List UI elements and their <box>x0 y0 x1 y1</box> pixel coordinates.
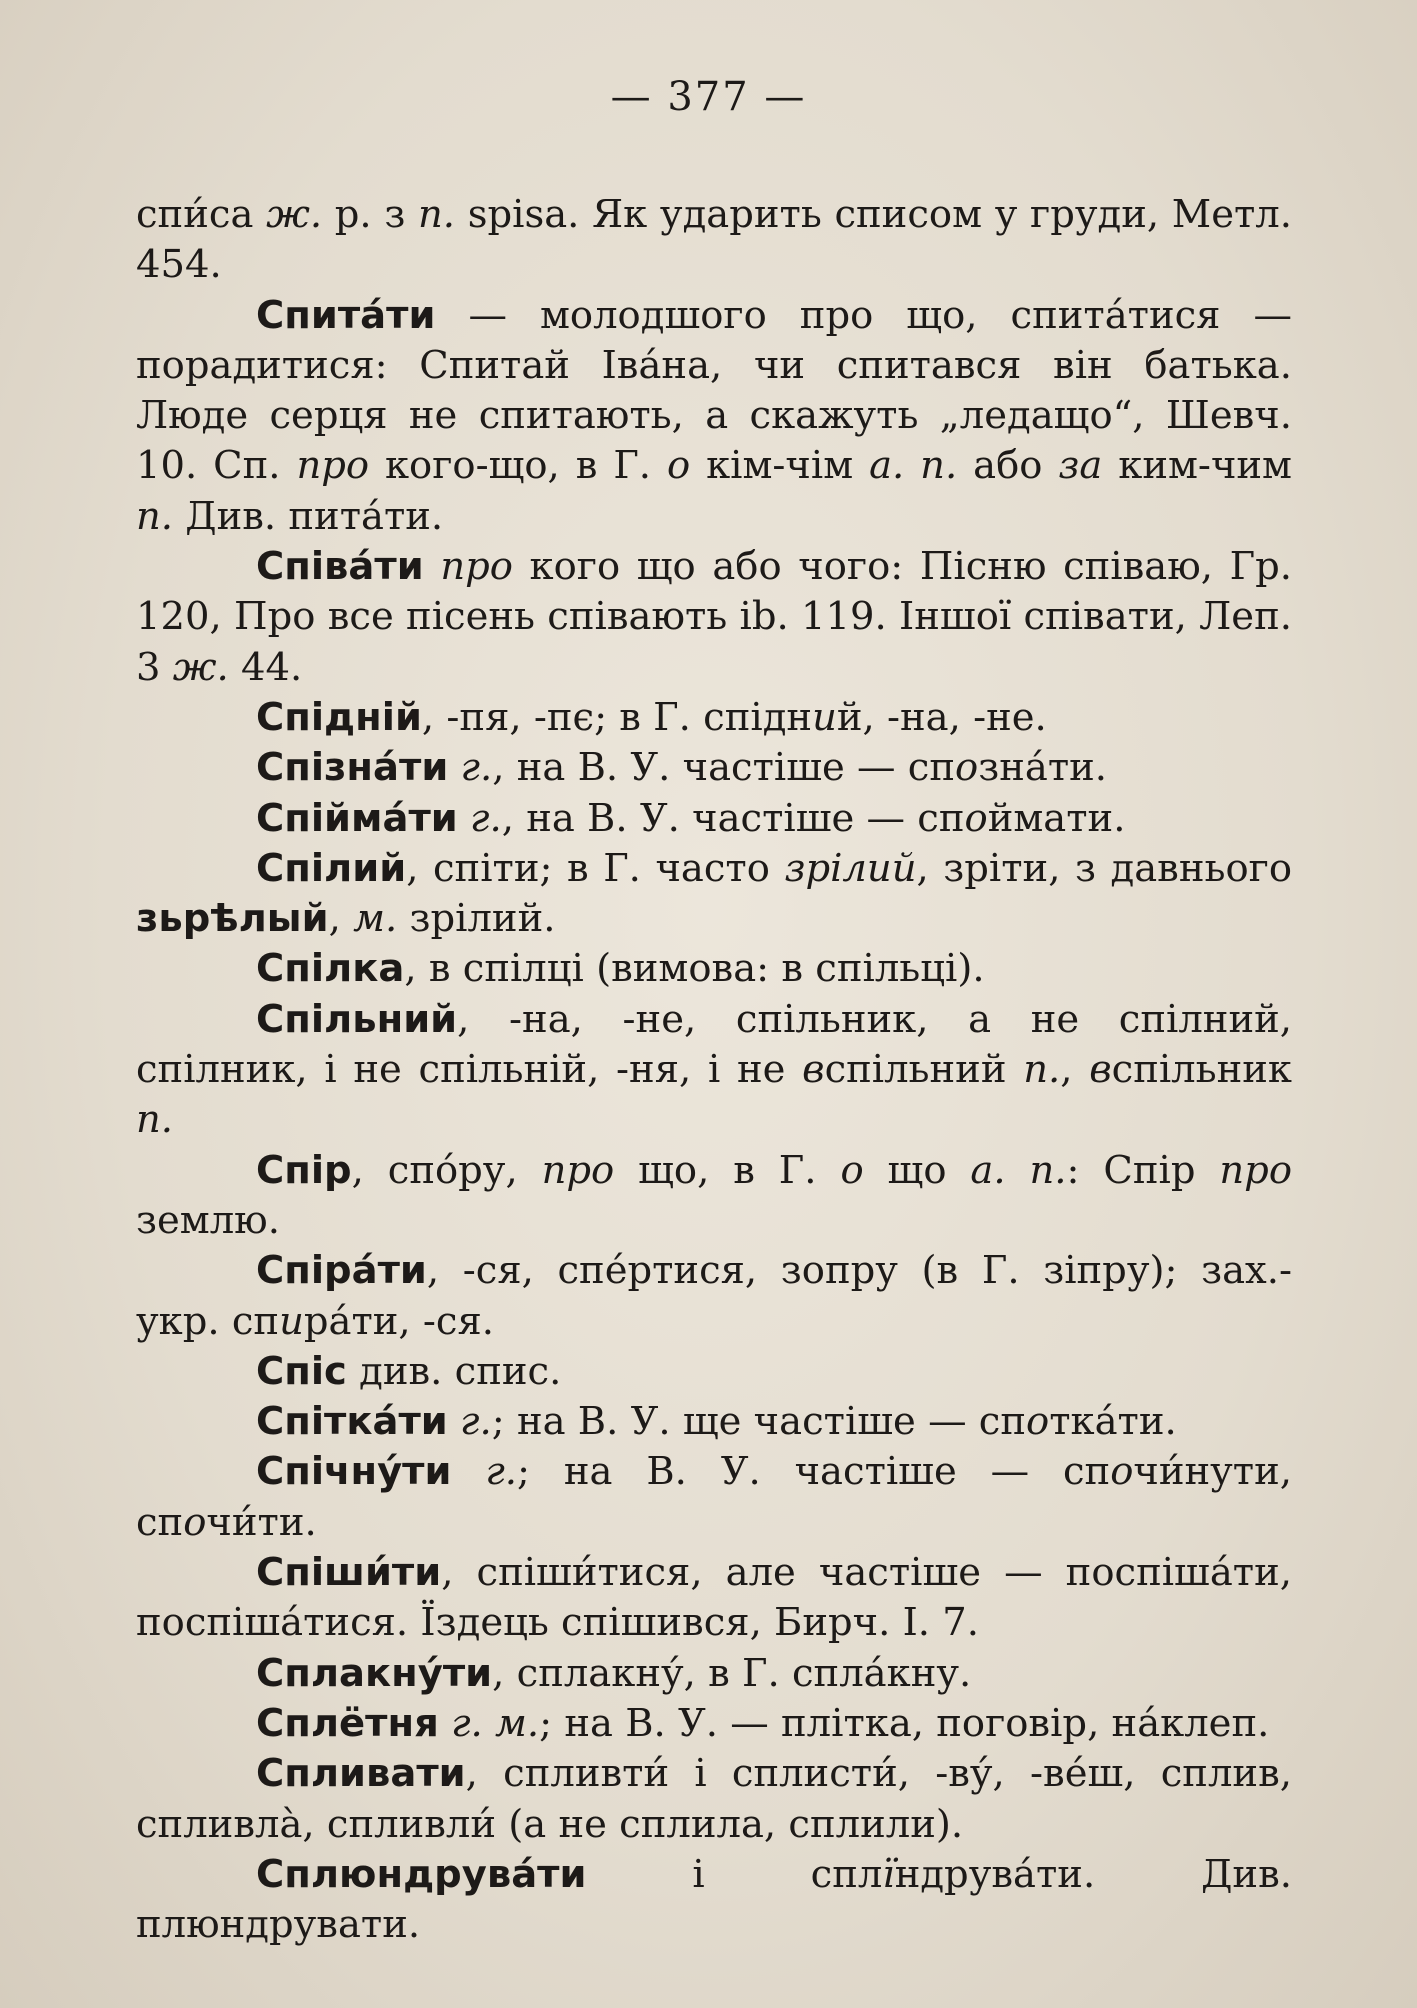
dictionary-entry <box>136 1447 1292 1548</box>
entry-text: ра́ти, -ся. <box>303 1298 494 1344</box>
italic-note: и <box>812 694 837 740</box>
entry-text: і спл <box>586 1851 883 1897</box>
entry-text: кого-що, в Г. <box>369 443 667 489</box>
dictionary-entry <box>136 1699 1292 1749</box>
entry-text: зрілий. <box>397 896 556 942</box>
dictionary-entry <box>136 1246 1292 1347</box>
entry-headword: Спілий <box>256 845 407 891</box>
entry-headword: Спідній <box>256 694 422 740</box>
dictionary-entries <box>136 190 1292 1950</box>
entry-text: спільний <box>824 1047 1024 1093</box>
entry-text: спи́са <box>136 192 267 237</box>
entry-text: чи́нути, сп <box>136 1449 1292 1545</box>
italic-note: в <box>1089 1047 1112 1093</box>
entry-text: , <box>328 896 354 942</box>
italic-note: г. <box>460 1399 492 1445</box>
entry-text: й, -на, -не. <box>836 694 1047 740</box>
entry-text: або <box>957 443 1059 489</box>
entry-text: 44. <box>228 644 303 690</box>
entry-text <box>448 1399 460 1444</box>
dictionary-entry <box>136 1397 1292 1447</box>
entry-text: див. спис. <box>346 1348 562 1394</box>
entry-text: , зріти, з давнього <box>916 845 1293 891</box>
entry-text: , на В. У. частіше — сп <box>501 795 965 841</box>
entry-text: зна́ти. <box>978 745 1108 791</box>
entry-text: , спо́ру, <box>351 1147 542 1193</box>
dictionary-entry <box>136 190 1292 291</box>
italic-note: п. <box>136 1097 174 1143</box>
italic-note: о <box>1110 1449 1134 1495</box>
italic-note: о <box>964 795 988 841</box>
dictionary-entry <box>136 743 1292 793</box>
dictionary-entry <box>136 1146 1292 1247</box>
entry-headword: Сплюндрува́ти <box>256 1851 587 1897</box>
entry-headword: Спізна́ти <box>256 745 449 791</box>
entry-headword: Сплакну́ти <box>256 1650 493 1696</box>
entry-text: , спіти; в Г. часто <box>406 845 785 891</box>
entry-headword: Спіс <box>256 1348 347 1394</box>
entry-text: спільник <box>1111 1047 1292 1093</box>
dictionary-entry <box>136 944 1292 994</box>
entry-text: ким-чим <box>1102 443 1293 489</box>
italic-note: про <box>296 443 370 489</box>
italic-note: а. п. <box>869 443 958 489</box>
italic-note: про <box>541 1147 615 1193</box>
dictionary-entry <box>136 291 1292 542</box>
entry-text: ; на В. У. — плітка, поговір, на́клеп. <box>539 1700 1270 1746</box>
entry-text: кого що або чого: Пісню співаю, Гр. 120, Про все пісень співають ib. 119. Іншої співати, Леп. 3 <box>136 544 1292 690</box>
italic-note: п. <box>418 192 456 237</box>
entry-text <box>451 1449 485 1494</box>
italic-note: ж. <box>172 644 229 690</box>
italic-note: зрілий <box>784 845 917 891</box>
entry-text: Див. пита́ти. <box>173 493 444 539</box>
italic-note: о <box>666 443 691 489</box>
entry-text: — молодшого про що, спита́тися — порадитися: Спитай Іва́на, чи спитався він батька. Люде серця не спитають, а скажуть „ледащо“, Шевч. 10. Сп. <box>136 292 1292 489</box>
entry-text: spisa. Як ударить списом у груди, Метл. 454. <box>136 192 1292 288</box>
entry-headword: Спійма́ти <box>256 795 458 841</box>
entry-text <box>439 1701 451 1746</box>
italic-note: п. <box>136 493 174 539</box>
entry-text: ; на В. У. частіше — сп <box>517 1449 1111 1495</box>
italic-note: г. м. <box>451 1700 540 1746</box>
dictionary-entry <box>136 794 1292 844</box>
entry-text: , в спілці (вимова: в спільці). <box>404 946 985 992</box>
entry-text <box>458 796 470 841</box>
entry-text: , -пя, -пє; в Г. спідн <box>421 694 813 740</box>
page-number: — 377 — <box>610 74 807 120</box>
italic-note: м. <box>353 896 398 942</box>
entry-headword: Спір <box>256 1147 352 1193</box>
entry-headword: Спіши́ти <box>256 1550 442 1596</box>
dictionary-entry <box>136 844 1292 945</box>
entry-text: чи́ти. <box>206 1499 317 1545</box>
entry-headword: Спілка <box>256 946 405 992</box>
italic-note: г. <box>485 1449 518 1495</box>
entry-text <box>448 745 460 790</box>
italic-note: ж. <box>266 192 323 237</box>
entry-headword: зьрѣлый <box>136 896 329 942</box>
italic-note: в <box>802 1047 825 1093</box>
entry-headword: Спливати <box>256 1751 466 1797</box>
dictionary-entry <box>136 1649 1292 1699</box>
entry-text: що, в Г. <box>614 1147 841 1193</box>
entry-text: ндрува́ти. Див. плюндрувати. <box>136 1851 1292 1948</box>
entry-headword: Спітка́ти <box>256 1399 448 1445</box>
dictionary-entry <box>136 1347 1292 1397</box>
dictionary-entry <box>136 1850 1292 1951</box>
dictionary-entry <box>136 693 1292 743</box>
entry-text: ймати. <box>987 795 1126 841</box>
dictionary-entry <box>136 1548 1292 1649</box>
italic-note: г. <box>470 795 502 841</box>
entry-headword: Спільний <box>256 996 458 1042</box>
entry-text: ; на В. У. ще частіше — сп <box>491 1399 1027 1445</box>
italic-note: о <box>840 1147 864 1193</box>
entry-text: : Спір <box>1066 1147 1220 1193</box>
entry-text: , спіши́тися, але частіше — поспіша́ти, поспіша́тися. Їздець спішився, Бирч. І. 7. <box>136 1550 1292 1646</box>
entry-headword: Співа́ти <box>256 544 424 590</box>
italic-note: г. <box>460 745 493 791</box>
entry-text: , сплакну́, в Г. спла́кну. <box>492 1650 972 1696</box>
entry-text: , -ся, спе́ртися, зопру (в Г. зіпру); зах.-укр. сп <box>136 1248 1292 1344</box>
italic-note: и <box>279 1298 304 1344</box>
entry-text: р. з <box>322 192 419 237</box>
italic-note: п. <box>1023 1047 1061 1093</box>
entry-text: , на В. У. частіше — сп <box>492 745 956 791</box>
entry-text: , спливти́ і сплисти́, -ву́, -ве́ш, сплив, спливла̀, спливли́ (а не сплила, сплили). <box>136 1751 1292 1847</box>
dictionary-entry <box>136 542 1292 693</box>
entry-text: тка́ти. <box>1049 1399 1177 1445</box>
entry-text <box>424 544 441 589</box>
dictionary-entry <box>136 1749 1292 1850</box>
italic-note: о <box>183 1499 207 1545</box>
italic-note: о <box>1026 1399 1050 1445</box>
italic-note: про <box>1219 1147 1292 1193</box>
italic-note: а. п. <box>970 1147 1067 1193</box>
entry-headword: Сплётня <box>256 1700 439 1746</box>
dictionary-entry <box>136 995 1292 1146</box>
entry-text: що <box>863 1147 971 1193</box>
entry-headword: Спита́ти <box>256 292 436 338</box>
entry-text: , -на, -не, спільник, а не спілний, спілник, і не спільній, -ня, і не <box>136 996 1292 1093</box>
entry-text: , <box>1060 1047 1090 1093</box>
entry-headword: Спічну́ти <box>256 1449 452 1495</box>
italic-note: ї <box>882 1851 895 1897</box>
italic-note: за <box>1058 443 1103 489</box>
entry-text: землю. <box>136 1197 280 1243</box>
entry-headword: Спіра́ти <box>256 1248 427 1294</box>
italic-note: о <box>955 745 979 791</box>
entry-text: кім-чім <box>690 443 870 489</box>
italic-note: про <box>440 544 513 590</box>
